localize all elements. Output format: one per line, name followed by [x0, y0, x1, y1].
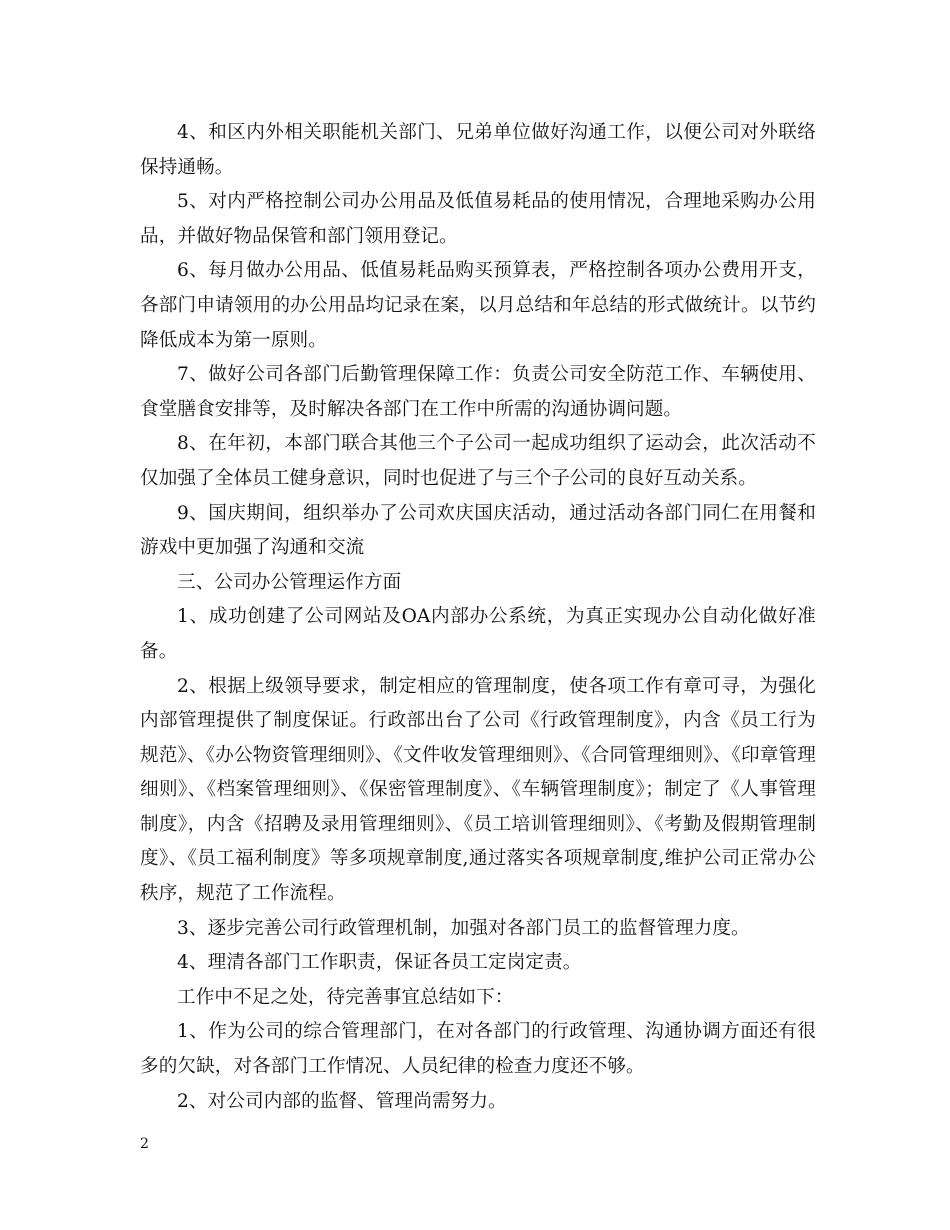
body-text: [140, 116, 816, 1119]
paragraph-item-9-national-day: 9、国庆期间，组织举办了公司欢庆国庆活动，通过活动各部门同仁在用餐和游戏中更加强了沟通和交流: [140, 502, 816, 559]
paragraph-item-7-logistics: 7、做好公司各部门后勤管理保障工作：负责公司安全防范工作、车辆使用、食堂膳食安排等，及时解决各部门在工作中所需的沟通协调问题。: [140, 364, 816, 420]
shortcoming-item-1: 1、作为公司的综合管理部门，在对各部门的行政管理、沟通协调方面还有很多的欠缺，对各部门工作情况、人员纪律的检查力度还不够。: [140, 1021, 816, 1078]
paragraph-item-4-responsibilities: 4、理清各部门工作职责，保证各员工定岗定责。: [177, 952, 582, 974]
page-number: 2: [140, 1136, 149, 1152]
paragraph-item-8-sports-meet: 8、在年初，本部门联合其他三个子公司一起成功组织了运动会，此次活动不仅加强了全体员工健身意识，同时也促进了与三个子公司的良好互动关系。: [140, 433, 816, 489]
shortcomings-heading: 工作中不足之处，待完善事宜总结如下：: [177, 986, 514, 1008]
paragraph-item-5-office-supplies: 5、对内严格控制公司办公用品及低值易耗品的使用情况，合理地采购办公用品，并做好物品保管和部门领用登记。: [140, 191, 816, 247]
paragraph-item-3-supervision: 3、逐步完善公司行政管理机制，加强对各部门员工的监督管理力度。: [177, 917, 750, 939]
section-heading-office-management: 三、公司办公管理运作方面: [177, 571, 402, 593]
paragraph-item-1-website-oa: 1、成功创建了公司网站及OA内部办公系统，为真正实现办公自动化做好准备。: [140, 606, 816, 662]
shortcoming-item-2: 2、对公司内部的监督、管理尚需努力。: [177, 1090, 507, 1112]
paragraph-item-6-budget: 6、每月做办公用品、低值易耗品购买预算表，严格控制各项办公费用开支，各部门申请领用的办公用品均记录在案，以月总结和年总结的形式做统计。以节约降低成本为第一原则。: [140, 260, 816, 351]
paragraph-item-2-regulations: 2、根据上级领导要求，制定相应的管理制度，使各项工作有章可寻，为强化内部管理提供了制度保证。行政部出台了公司《行政管理制度》，内含《员工行为规范》、《办公物资管理细则》、《文件收发管理细则》、《合同管理细则》、《印章管理细则》、《档案管理细则》、《保密管理制度》、《车辆管理制度》；制定了《人事管理制度》，内含《招聘及录用管理细则》、《员工培训管理细则》、《考勤及假期管理制度》、《员工福利制度》等多项规章制度,通过落实各项规章制度,维护公司正常办公秩序，规范了工作流程。: [140, 675, 816, 905]
paragraph-item-4-communication: 4、和区内外相关职能机关部门、兄弟单位做好沟通工作，以便公司对外联络保持通畅。: [140, 122, 816, 178]
